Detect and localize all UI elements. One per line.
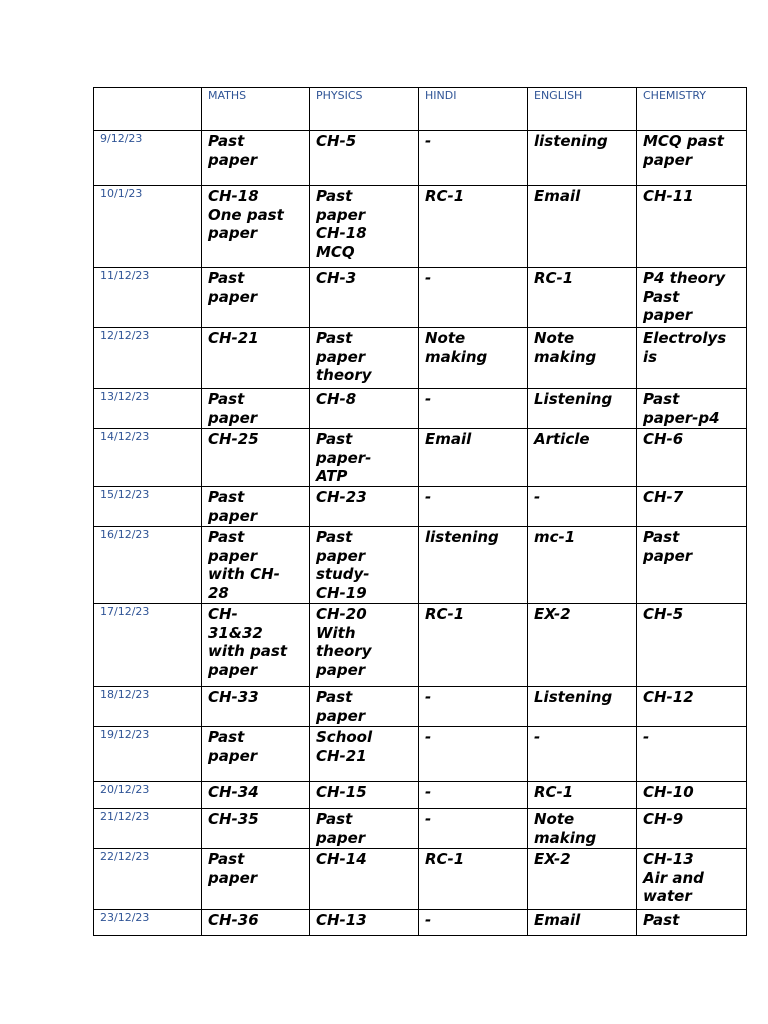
date-cell: 12/12/23 — [94, 328, 202, 389]
physics-cell: Past paper theory — [310, 328, 419, 389]
chemistry-cell: CH-12 — [637, 687, 747, 727]
hindi-cell: - — [419, 809, 528, 849]
hindi-cell: RC-1 — [419, 186, 528, 268]
chemistry-cell: Past — [637, 910, 747, 936]
hindi-cell: - — [419, 131, 528, 186]
hindi-cell: - — [419, 268, 528, 328]
physics-cell: CH-20 With theory paper — [310, 604, 419, 687]
english-cell: Article — [528, 429, 637, 487]
table-row — [94, 389, 747, 429]
table-row — [94, 328, 747, 389]
table-row — [94, 186, 747, 268]
english-cell: Listening — [528, 389, 637, 429]
date-cell: 15/12/23 — [94, 487, 202, 527]
header-cell-hindi: HINDI — [419, 88, 528, 131]
chemistry-cell: CH-13 Air and water — [637, 849, 747, 910]
date-cell: 23/12/23 — [94, 910, 202, 936]
hindi-cell: - — [419, 389, 528, 429]
english-cell: EX-2 — [528, 604, 637, 687]
hindi-cell: listening — [419, 527, 528, 604]
maths-cell: Past paper — [202, 487, 310, 527]
english-cell: - — [528, 487, 637, 527]
date-cell: 13/12/23 — [94, 389, 202, 429]
maths-cell: Past paper — [202, 849, 310, 910]
table-row — [94, 849, 747, 910]
hindi-cell: - — [419, 487, 528, 527]
header-cell-english: ENGLISH — [528, 88, 637, 131]
date-cell: 20/12/23 — [94, 782, 202, 809]
date-cell: 17/12/23 — [94, 604, 202, 687]
table-row — [94, 809, 747, 849]
chemistry-cell: Electrolys is — [637, 328, 747, 389]
english-cell: - — [528, 727, 637, 782]
physics-cell: CH-15 — [310, 782, 419, 809]
physics-cell: CH-23 — [310, 487, 419, 527]
physics-cell: CH-14 — [310, 849, 419, 910]
english-cell: RC-1 — [528, 782, 637, 809]
chemistry-cell: CH-10 — [637, 782, 747, 809]
table-row — [94, 604, 747, 687]
hindi-cell: - — [419, 910, 528, 936]
physics-cell: Past paper study- CH-19 — [310, 527, 419, 604]
chemistry-cell: - — [637, 727, 747, 782]
english-cell: EX-2 — [528, 849, 637, 910]
date-cell: 18/12/23 — [94, 687, 202, 727]
hindi-cell: Email — [419, 429, 528, 487]
date-cell: 16/12/23 — [94, 527, 202, 604]
physics-cell: CH-5 — [310, 131, 419, 186]
hindi-cell: - — [419, 727, 528, 782]
chemistry-cell: P4 theory Past paper — [637, 268, 747, 328]
chemistry-cell: CH-9 — [637, 809, 747, 849]
chemistry-cell: MCQ past paper — [637, 131, 747, 186]
header-row — [94, 88, 747, 131]
maths-cell: CH-21 — [202, 328, 310, 389]
maths-cell: CH-35 — [202, 809, 310, 849]
header-cell-maths: MATHS — [202, 88, 310, 131]
hindi-cell: RC-1 — [419, 604, 528, 687]
header-cell-chemistry: CHEMISTRY — [637, 88, 747, 131]
chemistry-cell: CH-6 — [637, 429, 747, 487]
english-cell: mc-1 — [528, 527, 637, 604]
hindi-cell: RC-1 — [419, 849, 528, 910]
hindi-cell: Note making — [419, 328, 528, 389]
english-cell: RC-1 — [528, 268, 637, 328]
date-cell: 19/12/23 — [94, 727, 202, 782]
physics-cell: Past paper CH-18 MCQ — [310, 186, 419, 268]
hindi-cell: - — [419, 687, 528, 727]
chemistry-cell: Past paper — [637, 527, 747, 604]
english-cell: Listening — [528, 687, 637, 727]
maths-cell: CH-18 One past paper — [202, 186, 310, 268]
maths-cell: CH-25 — [202, 429, 310, 487]
table-row — [94, 131, 747, 186]
physics-cell: Past paper- ATP — [310, 429, 419, 487]
table-row — [94, 527, 747, 604]
maths-cell: Past paper — [202, 727, 310, 782]
physics-cell: CH-3 — [310, 268, 419, 328]
header-cell-blank — [94, 88, 202, 131]
table-row — [94, 782, 747, 809]
maths-cell: CH-33 — [202, 687, 310, 727]
maths-cell: CH-36 — [202, 910, 310, 936]
date-cell: 11/12/23 — [94, 268, 202, 328]
maths-cell: Past paper — [202, 268, 310, 328]
english-cell: Email — [528, 910, 637, 936]
table-row — [94, 429, 747, 487]
chemistry-cell: CH-5 — [637, 604, 747, 687]
table-row — [94, 487, 747, 527]
chemistry-cell: Past paper-p4 — [637, 389, 747, 429]
timetable — [93, 87, 747, 936]
date-cell: 9/12/23 — [94, 131, 202, 186]
english-cell: Email — [528, 186, 637, 268]
table-row — [94, 910, 747, 936]
date-cell: 14/12/23 — [94, 429, 202, 487]
hindi-cell: - — [419, 782, 528, 809]
chemistry-cell: CH-7 — [637, 487, 747, 527]
english-cell: Note making — [528, 328, 637, 389]
maths-cell: CH-34 — [202, 782, 310, 809]
header-cell-physics: PHYSICS — [310, 88, 419, 131]
maths-cell: Past paper — [202, 389, 310, 429]
maths-cell: CH- 31&32 with past paper — [202, 604, 310, 687]
physics-cell: CH-8 — [310, 389, 419, 429]
maths-cell: Past paper — [202, 131, 310, 186]
physics-cell: Past paper — [310, 687, 419, 727]
physics-cell: Past paper — [310, 809, 419, 849]
date-cell: 22/12/23 — [94, 849, 202, 910]
table-row — [94, 727, 747, 782]
table-row — [94, 268, 747, 328]
english-cell: Note making — [528, 809, 637, 849]
chemistry-cell: CH-11 — [637, 186, 747, 268]
english-cell: listening — [528, 131, 637, 186]
date-cell: 10/1/23 — [94, 186, 202, 268]
physics-cell: School CH-21 — [310, 727, 419, 782]
maths-cell: Past paper with CH- 28 — [202, 527, 310, 604]
date-cell: 21/12/23 — [94, 809, 202, 849]
physics-cell: CH-13 — [310, 910, 419, 936]
table-row — [94, 687, 747, 727]
